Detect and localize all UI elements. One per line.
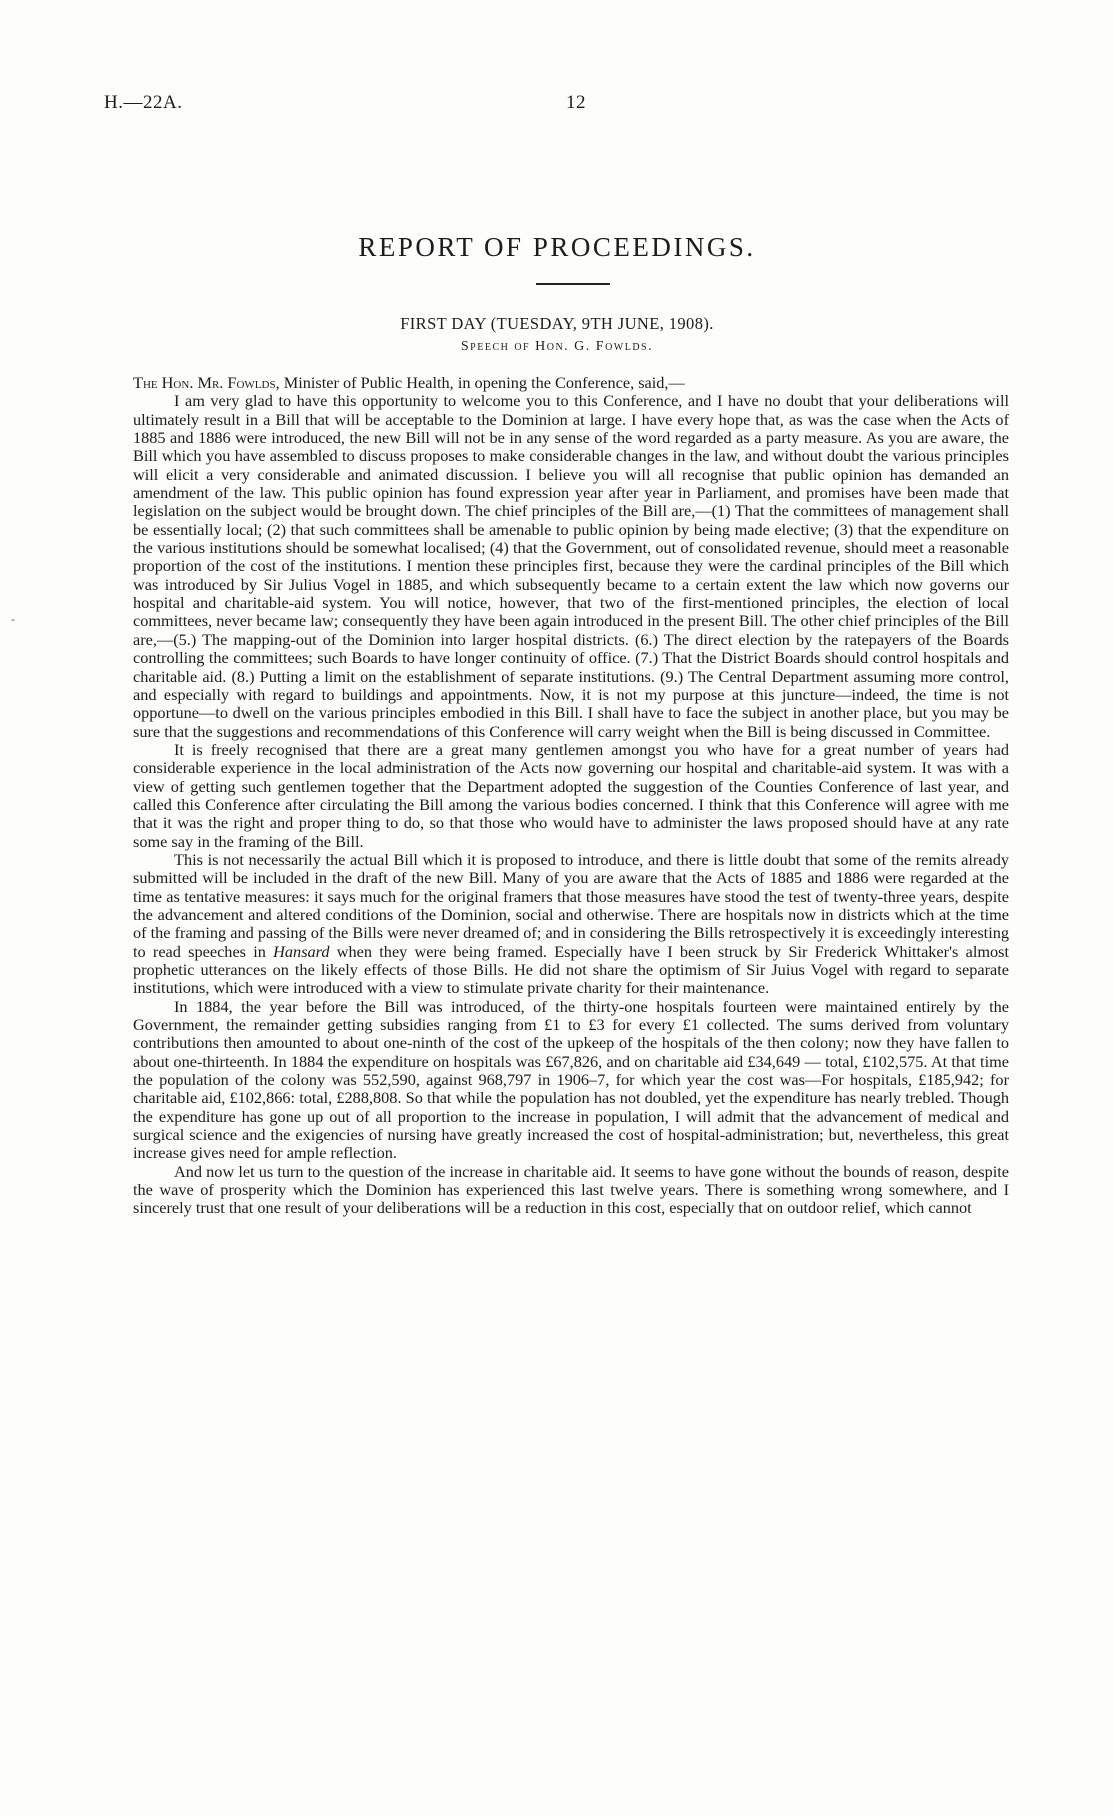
paragraph-3-text-b: when they were being framed. Especially have I been struck by Sir Frederick Whittaker's almost prophetic utterances on the likely effects of those Bills. He did not share the optimism of Sir Juius Vogel with regard to separate institutions, which were introduced with a view to stimulate private charity for their maintenance. xyxy=(133,941,1010,998)
paragraph-2: It is freely recognised that there are a great many gentlemen amongst you who have for a great number of years had considerable experience in the local administration of the Acts now governing our hospital and charitable-aid system. It was with a view of getting such gentlemen together that the Department adopted the suggestion of the Counties Conference of last year, and called this Conference after circulating the Bill among the various bodies concerned. I think that this Conference will agree with me that it was the right and proper thing to do, so that those who would have to administer the laws proposed should have at any rate some say in the framing of the Bill. xyxy=(133,739,1009,851)
hansard-italic: Hansard xyxy=(273,941,330,961)
margin-mark: - xyxy=(11,612,15,626)
speaker-name: The Hon. Mr. Fowlds, xyxy=(133,373,280,392)
speech-heading: Speech of Hon. G. Fowlds. xyxy=(460,339,654,354)
speech-body xyxy=(133,374,1009,1218)
paragraph-3-text-a: This is not necessarily the actual Bill which it is proposed to introduce, and there is little doubt that some of the remits already submitted will be included in the draft of the new Bill. Many of you are aware that the Acts of 1885 and 1886 were regarded at the time as tentative measures: it says much for the original framers that those measures have stood the test of twenty-three years, despite the advancement and altered conditions of the Dominion, social and otherwise. There are hospitals now in districts which at the time of the framing and passing of the Bills were never dreamed of; and in considering the Bills retrospectively it is exceedingly interesting to read speeches in xyxy=(133,849,1009,961)
day-heading: FIRST DAY (TUESDAY, 9TH JUNE, 1908). xyxy=(400,314,714,333)
page-number: 12 xyxy=(566,92,586,113)
document-reference: H.—22A. xyxy=(104,92,183,113)
paragraph-1: I am very glad to have this opportunity to welcome you to this Conference, and I have no doubt that your deliberations will ultimately result in a Bill that will be acceptable to the Dominion at large. I have every hope that, as was the case when the Acts of 1885 and 1886 were introduced, the new Bill will not be in any sense of the word regarded as a party measure. As you are aware, the Bill which you have assembled to discuss proposes to make considerable changes in the law, and without doubt the various principles will elicit a very considerable and animated discussion. I believe you will all recognise that public opinion has demanded an amendment of the law. This public opinion has found expression year after year in Parliament, and promises have been made that legislation on the subject would be brought down. The chief principles of the Bill are,—(1) That the committees of management shall be essentially local; (2) that such committees shall be amenable to public opinion by being made elective; (3) that the expenditure on the various institutions should be somewhat localised; (4) that the Government, out of consolidated revenue, should meet a reasonable proportion of the cost of the institutions. I mention these principles first, because they were the cardinal principles of the Bill which was introduced by Sir Julius Vogel in 1885, and which subsequently became to a certain extent the law which now governs our hospital and charitable-aid system. You will notice, however, that two of the first-mentioned principles, the election of local committees, never became law; consequently they have been again introduced in the present Bill. The other chief principles of the Bill are,—(5.) The mapping-out of the Dominion into larger hospital districts. (6.) The direct election by the ratepayers of the Boards controlling the committees; such Boards to have longer continuity of office. (7.) That the District Boards should control hospitals and charitable aid. (8.) Putting a limit on the establishment of separate institutions. (9.) The Central Department assuming more control, and especially with regard to buildings and appointments. Now, it is not my purpose at this juncture—indeed, the time is not opportune—to dwell on the various principles embodied in this Bill. I shall have to face the subject in another place, but you may be sure that the suggestions and recommendations of this Conference will carry weight when the Bill is being discussed in Committee. xyxy=(133,391,1009,741)
paragraph-5: And now let us turn to the question of the increase in charitable aid. It seems to have gone without the bounds of reason, despite the wave of prosperity which the Dominion has experienced this last twelve years. There is something wrong somewhere, and I sincerely trust that one result of your deliberations will be a reduction in this cost, especially that on outdoor relief, which cannot xyxy=(133,1161,1009,1218)
intro-text: Minister of Public Health, in opening the Conference, said,— xyxy=(279,373,685,392)
intro-paragraph xyxy=(133,374,1009,392)
title-rule xyxy=(536,283,610,285)
paragraph-4: In 1884, the year before the Bill was introduced, of the thirty-one hospitals fourteen were maintained entirely by the Government, the remainder getting subsidies ranging from £1 to £3 for every £1 collected. The sums derived from voluntary contributions then amounted to about one-ninth of the cost of the upkeep of the hospitals of the then colony; now they have fallen to about one-thirteenth. In 1884 the expenditure on hospitals was £67,826, and on charitable aid £34,649 — total, £102,575. At that time the population of the colony was 552,590, against 968,797 in 1906–7, for which year the cost was—For hospitals, £185,942; for charitable aid, £102,866: total, £288,808. So that while the population has not doubled, yet the expenditure has nearly trebled. Though the expenditure has gone up out of all proportion to the increase in population, I will admit that the advancement of medical and surgical science and the exigencies of nursing have greatly increased the cost of hospital-administration; but, nevertheless, this great increase gives need for ample reflection. xyxy=(133,996,1009,1163)
paragraph-3 xyxy=(133,851,1009,998)
page-header xyxy=(104,92,1010,120)
page-title: REPORT OF PROCEEDINGS. xyxy=(358,232,756,262)
